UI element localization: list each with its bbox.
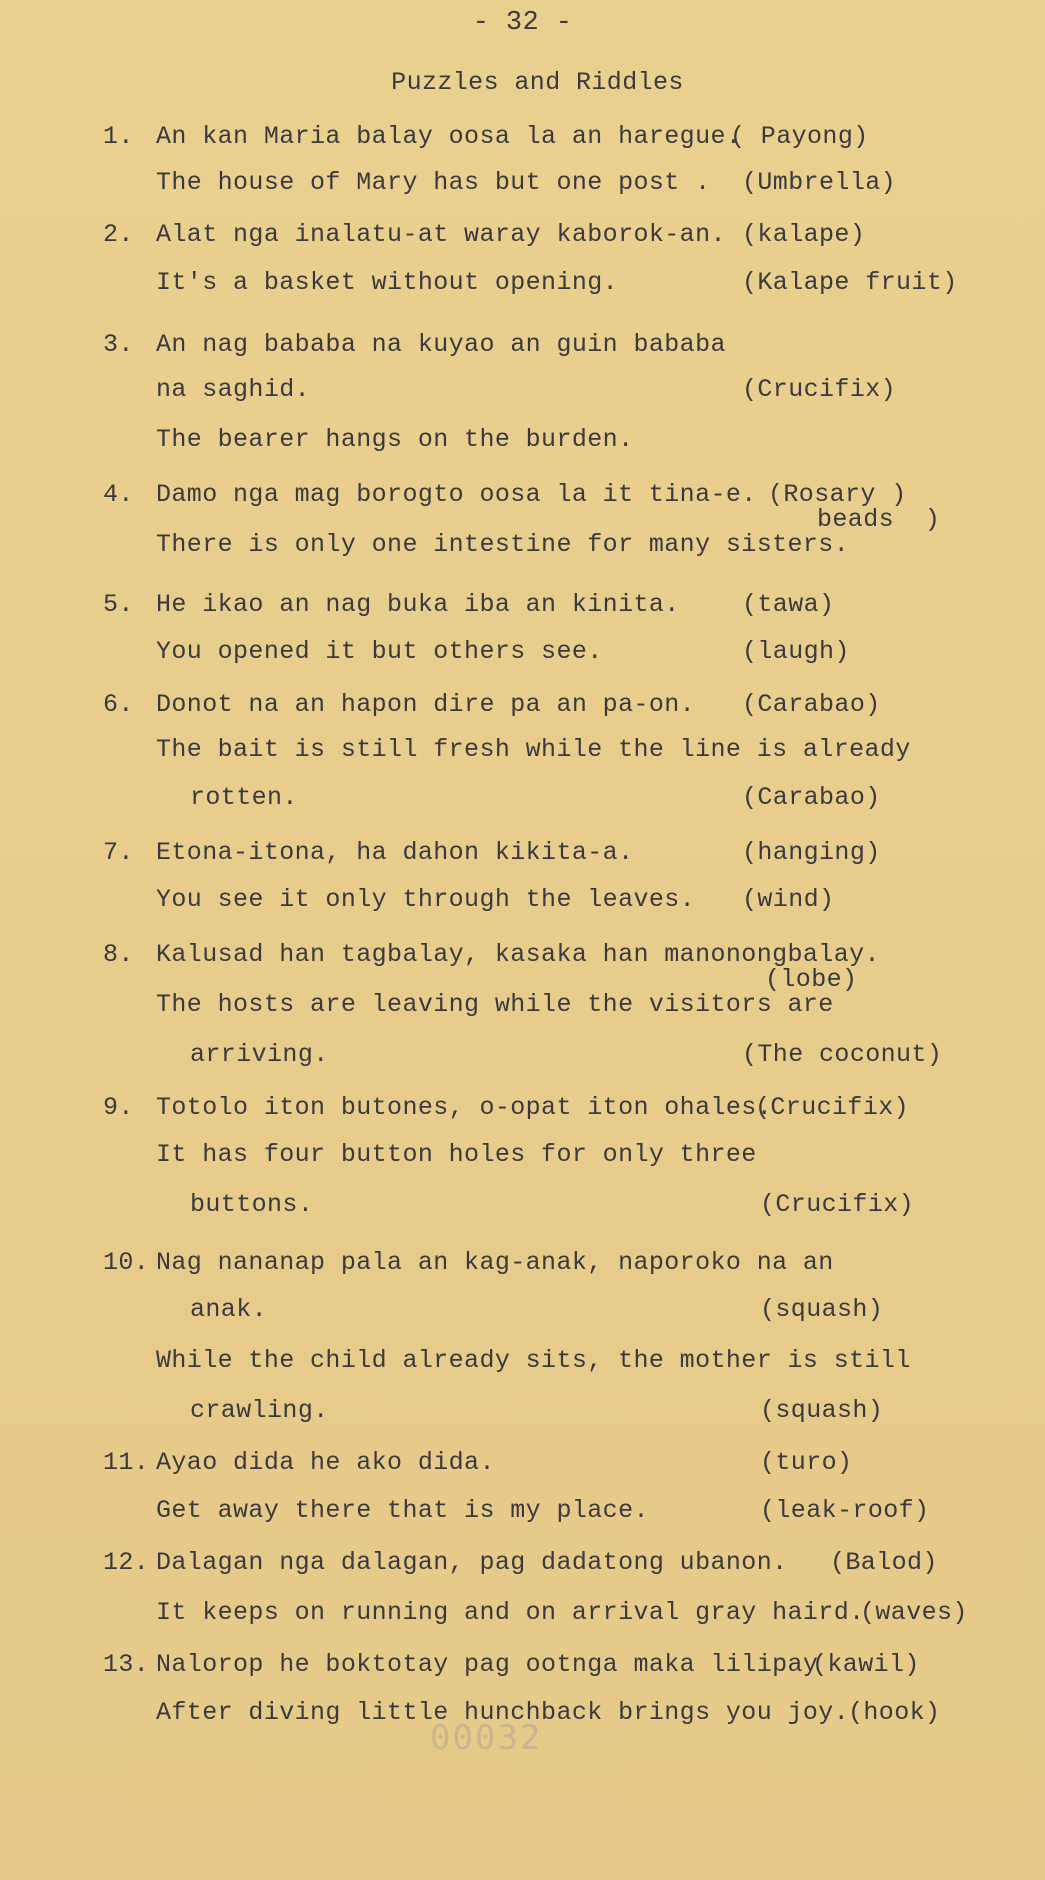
riddle-answer: (Carabao) bbox=[742, 783, 881, 812]
riddle-translation: The hosts are leaving while the visitors are bbox=[156, 990, 834, 1019]
riddle-text: anak. bbox=[190, 1295, 268, 1324]
riddle-answer: (Crucifix) bbox=[742, 375, 897, 404]
riddle-number: 4. bbox=[103, 480, 134, 509]
riddle-translation: The bait is still fresh while the line is already bbox=[156, 735, 911, 764]
riddle-number: 12. bbox=[103, 1548, 150, 1577]
riddle-text: na saghid. bbox=[156, 375, 311, 404]
riddle-answer: (squash) bbox=[760, 1396, 884, 1425]
riddle-answer: (kalape) bbox=[742, 220, 866, 249]
riddle-answer: (tawa) bbox=[742, 590, 835, 619]
riddle-answer: (waves) bbox=[860, 1598, 968, 1627]
riddle-answer: (turo) bbox=[760, 1448, 853, 1477]
riddle-translation: It has four button holes for only three bbox=[156, 1140, 757, 1169]
riddle-text: An kan Maria balay oosa la an haregue. bbox=[156, 122, 742, 151]
riddle-number: 11. bbox=[103, 1448, 150, 1477]
riddle-number: 6. bbox=[103, 690, 134, 719]
riddle-text: Kalusad han tagbalay, kasaka han manonongbalay. bbox=[156, 940, 880, 969]
riddle-translation: There is only one intestine for many sisters. bbox=[156, 530, 850, 559]
page-number: - 32 - bbox=[472, 8, 573, 38]
riddle-translation: buttons. bbox=[190, 1190, 314, 1219]
riddle-answer: (Carabao) bbox=[742, 690, 881, 719]
riddle-text: Etona-itona, ha dahon kikita-a. bbox=[156, 838, 634, 867]
riddle-number: 7. bbox=[103, 838, 134, 867]
riddle-answer: (Crucifix) bbox=[755, 1093, 910, 1122]
riddle-text: Nalorop he boktotay pag ootnga maka lilipay bbox=[156, 1650, 819, 1679]
riddle-text: He ikao an nag buka iba an kinita. bbox=[156, 590, 680, 619]
riddle-answer: (hook) bbox=[848, 1698, 941, 1727]
riddle-answer: (kawil) bbox=[812, 1650, 920, 1679]
riddle-answer: (Rosary ) bbox=[768, 480, 907, 509]
riddle-answer: (Balod) bbox=[830, 1548, 938, 1577]
riddle-text: Donot na an hapon dire pa an pa-on. bbox=[156, 690, 696, 719]
riddle-answer: (lobe) bbox=[765, 965, 858, 994]
riddle-text: Ayao dida he ako dida. bbox=[156, 1448, 495, 1477]
riddle-answer: (wind) bbox=[742, 885, 835, 914]
riddle-answer: (The coconut) bbox=[742, 1040, 943, 1069]
riddle-answer: beads ) bbox=[817, 505, 941, 534]
riddle-text: An nag bababa na kuyao an guin bababa bbox=[156, 330, 726, 359]
riddle-number: 2. bbox=[103, 220, 134, 249]
riddle-translation: Get away there that is my place. bbox=[156, 1496, 649, 1525]
riddle-number: 3. bbox=[103, 330, 134, 359]
riddle-text: Alat nga inalatu-at waray kaborok-an. bbox=[156, 220, 726, 249]
riddle-text: Nag nananap pala an kag-anak, naporoko na an bbox=[156, 1248, 834, 1277]
riddle-answer: (squash) bbox=[760, 1295, 884, 1324]
riddle-text: Damo nga mag borogto oosa la it tina-e. bbox=[156, 480, 757, 509]
riddle-translation: It keeps on running and on arrival gray haird. bbox=[156, 1598, 865, 1627]
riddle-number: 10. bbox=[103, 1248, 150, 1277]
riddle-text: Dalagan nga dalagan, pag dadatong ubanon. bbox=[156, 1548, 788, 1577]
riddle-answer: (hanging) bbox=[742, 838, 881, 867]
riddle-number: 8. bbox=[103, 940, 134, 969]
archive-stamp: 00032 bbox=[430, 1718, 543, 1758]
riddle-answer: ( Payong) bbox=[730, 122, 869, 151]
riddle-translation: It's a basket without opening. bbox=[156, 268, 619, 297]
riddle-translation: arriving. bbox=[190, 1040, 329, 1069]
riddle-number: 13. bbox=[103, 1650, 150, 1679]
page-title: Puzzles and Riddles bbox=[391, 68, 684, 97]
riddle-translation: You opened it but others see. bbox=[156, 637, 603, 666]
riddle-translation: rotten. bbox=[190, 783, 298, 812]
riddle-answer: (Umbrella) bbox=[742, 168, 897, 197]
riddle-translation: The bearer hangs on the burden. bbox=[156, 425, 634, 454]
riddle-number: 5. bbox=[103, 590, 134, 619]
riddle-translation: You see it only through the leaves. bbox=[156, 885, 696, 914]
riddle-number: 1. bbox=[103, 122, 134, 151]
riddle-number: 9. bbox=[103, 1093, 134, 1122]
riddle-translation: The house of Mary has but one post . bbox=[156, 168, 711, 197]
riddle-translation: While the child already sits, the mother is still bbox=[156, 1346, 911, 1375]
riddle-answer: (Kalape fruit) bbox=[742, 268, 958, 297]
riddle-answer: (leak-roof) bbox=[760, 1496, 930, 1525]
riddle-translation: crawling. bbox=[190, 1396, 329, 1425]
riddle-answer: (Crucifix) bbox=[760, 1190, 915, 1219]
riddle-translation: After diving little hunchback brings you joy. bbox=[156, 1698, 850, 1727]
riddle-text: Totolo iton butones, o-opat iton ohales. bbox=[156, 1093, 773, 1122]
riddle-answer: (laugh) bbox=[742, 637, 850, 666]
